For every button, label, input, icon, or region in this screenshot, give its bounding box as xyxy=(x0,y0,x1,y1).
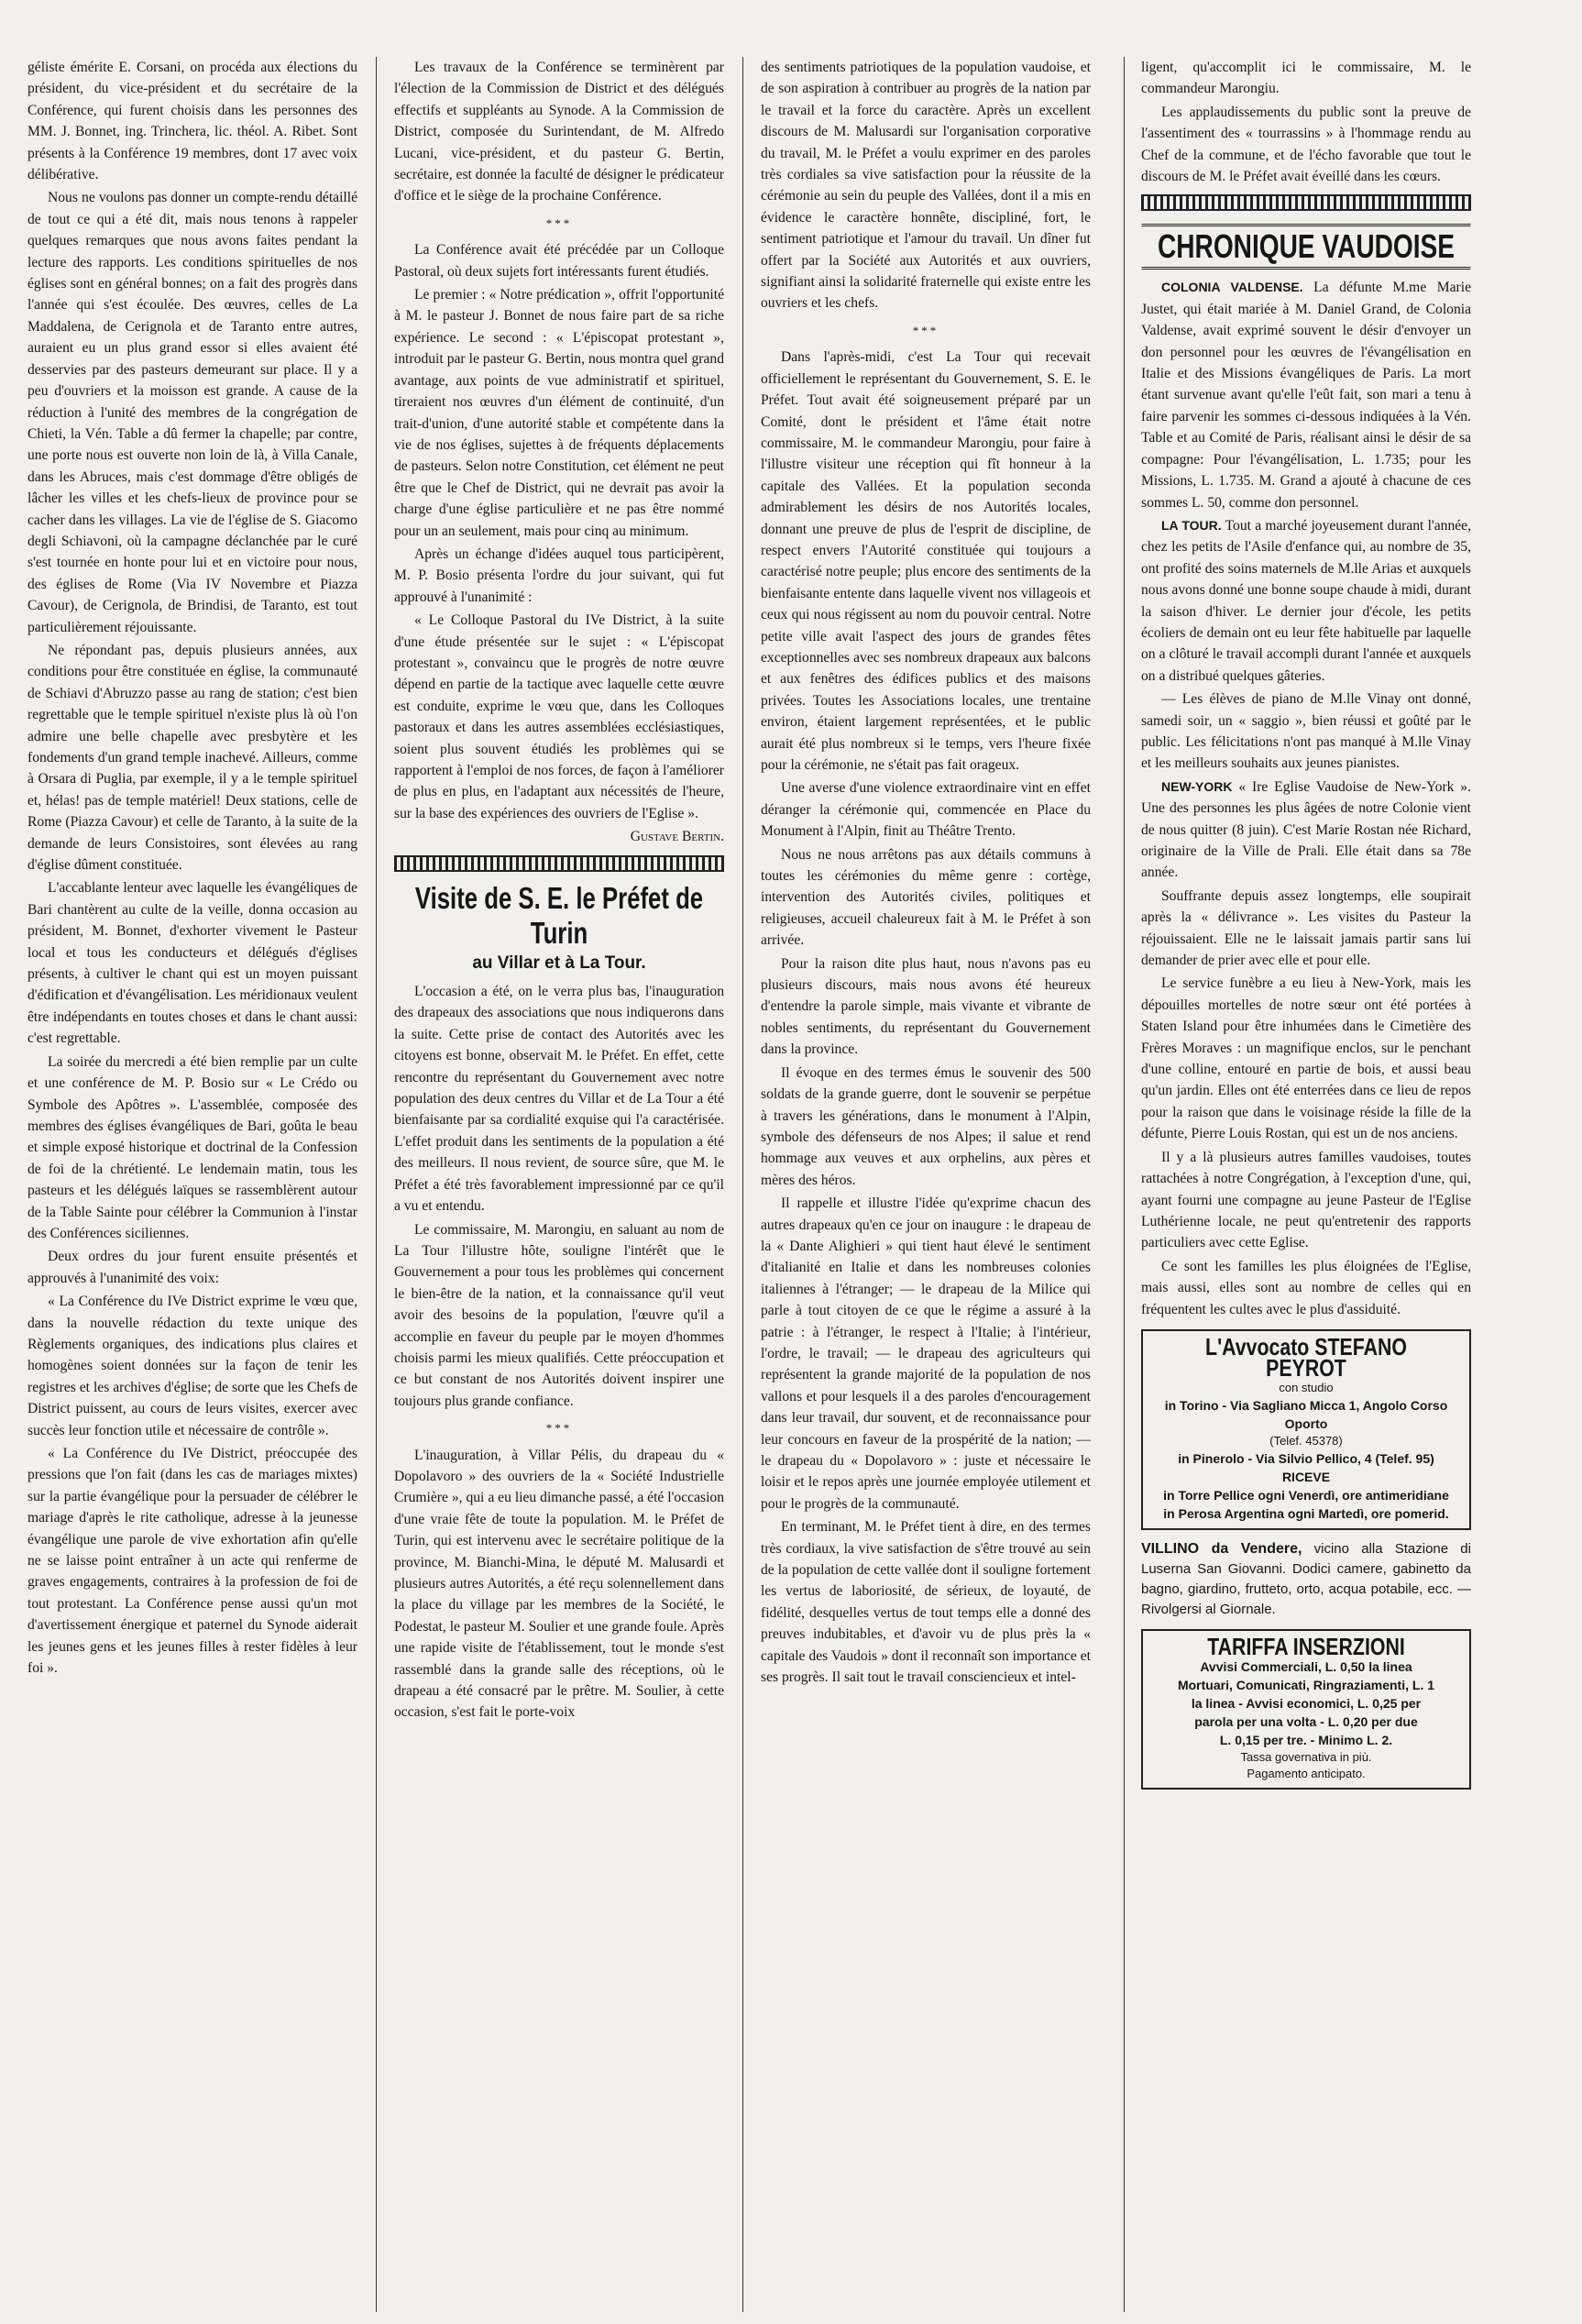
ad-line: Tassa governativa in più. xyxy=(1240,1750,1372,1765)
paragraph: Pour la raison dite plus haut, nous n'avons pas eu plusieurs discours, mais nous avons été heureux d'entendre la parole simple, mais vivante et vibrante de nobles sentiments, du représentant du Gouvernement dans la province. xyxy=(761,955,1091,1058)
chronique-text: Tout a marché joyeusement durant l'année, chez les petits de l'Asile d'enfance qui, au nombre de 35, ont profité des soins maternels de M.lle Arias et auxquels nous avons donné une bonne soupe chaude à midi, durant la saison d'hiver. Le dernier jour d'école, les petits écoliers de demain ont eu leur fête habituelle par laquelle on a clôturé le travail accompli durant l'année et auxquels on a distribué quelques gâteries. xyxy=(1141,517,1471,684)
section-separator: *** xyxy=(545,215,573,230)
chronique-title: CHRONIQUE VAUDOISE xyxy=(1142,224,1471,270)
chronique-text: « Ire Eglise Vaudoise de New-York ». Une des personnes les plus âgées de notre Colonie vient de nous quitter (8 juin). C'est Marie Rostan née Richard, originaire de la Ville de Prali. Elle était dans sa 78e année. xyxy=(1141,778,1471,881)
place-name: COLONIA VALDENSE. xyxy=(1161,280,1303,295)
chronique-text: Le service funèbre a eu lieu à New-York, mais les dépouilles mortelles de notre sœur ont été portées à Staten Island pour être inhumées dans le Cimetière des Frères Moraves : un magnifique enclos, sur le penchant d'une colline, entouré en partie de bois, et aussi beau qu'un jardin. Elles ont été enterrées dans ce lieu de repos pour la raison que dans le voisinage réside la fille de la défunte, Pierre Louis Rostan, qui est un de nos anciens. xyxy=(1141,975,1471,1142)
paragraph: Deux ordres du jour furent ensuite présentés et approuvés à l'unanimité des voix: xyxy=(27,1249,357,1286)
paragraph: La Conférence avait été précédée par un Colloque Pastoral, où deux sujets fort intéressants furent étudiés. xyxy=(394,242,724,280)
newspaper-page xyxy=(27,57,1471,2312)
chronique-item xyxy=(1141,688,1471,775)
paragraph: Une averse d'une violence extraordinaire vint en effet déranger la cérémonie qui, commencée en Place du Monument à l'Alpin, finit au Théâtre Trento. xyxy=(761,780,1091,840)
paragraph: Les applaudissements du public sont la preuve de l'assentiment des « tourrassins » à l'hommage rendu au Chef de la commune, et de l'écho favorable que tout le discours de M. le Préfet avait éveillé dans les cœurs. xyxy=(1141,104,1471,185)
paragraph: L'occasion a été, on le verra plus bas, l'inauguration des drapeaux des associations que nous indiquerons dans la suite. Cette prise de contact des Autorités avec les citoyens est bonne, observait M. le Préfet. En effet, cette rencontre du représentant du Gouvernement avec notre population des deux centres du Villar et de La Tour a été bienfaisante par sa cordialité exquise qui l'a caractérisée. L'effet produit dans les sentiments de la population a été des meilleurs. Il nous revient, de source sûre, que M. le Préfet a été très favorablement impressionné par ce qu'il a vu et entendu. xyxy=(394,984,724,1215)
ad-tariffa xyxy=(1141,1629,1471,1790)
column-2 xyxy=(394,57,724,2312)
paragraph: Le commissaire, M. Marongiu, en saluant au nom de La Tour l'illustre hôte, souligne l'intérêt que le Gouvernement a pour tous les problèmes qui concernent le bien-être de la nation, et la connaissance qu'il veut avoir des besoins de la population, l'œuvre qu'il a accomplie en faveur du peuple par le moyen d'hommes choisis parmi les mieux qualifiés. Cette préoccupation et ce but constant de nos Autorités doivent inspirer une toujours plus grande confiance. xyxy=(394,1221,724,1409)
place-name: NEW-YORK xyxy=(1161,778,1233,794)
ad-line: in Perosa Argentina ogni Martedì, ore pomerid. xyxy=(1163,1505,1449,1521)
paragraph: L'accablante lenteur avec laquelle les évangéliques de Bari chantèrent au culte de la veille, donna occasion au président, M. Bonnet, d'exhorter vivement le Pasteur local et tous les conducteurs et délégués d'églises présents, à cultiver le chant qui est un moyen puissant d'édification et d'évangélisation. Les méridionaux veulent être indépendants en toutes choses et dans le chant aussi: c'est regrettable. xyxy=(27,880,357,1047)
chronique-item xyxy=(1141,973,1471,1144)
paragraph: des sentiments patriotiques de la population vaudoise, et de son aspiration à contribuer au progrès de la nation par le travail et la force du caractère. Après un excellent discours de M. Malusardi sur l'organisation corporative du travail, M. le Préfet a voulu exprimer en des paroles très cordiales sa vive satisfaction pour la réussite de la cérémonie au sein du peuple des Vallées, dont il a mis en évidence le caractère honnête, discipliné, fort, le sentiment patriotique et l'amour du travail. Un dîner fut offert par la Société aux Autorités et aux ouvriers, signifiant ainsi la solidarité fraternelle qui existe entre les ouvriers et les chefs. xyxy=(761,60,1091,312)
chronique-text: Il y a là plusieurs autres familles vaudoises, toutes rattachées à notre Congrégation, à l'exception d'une, qui, ayant fourni une compagne au jeune Pasteur de l'Eglise Luthérienne locale, ne peut qu'entretenir des rapports particuliers avec cette Eglise. xyxy=(1141,1149,1471,1251)
ornamental-border xyxy=(1141,194,1471,211)
ad-line: in Torre Pellice ogni Venerdì, ore antimeridiane xyxy=(1163,1487,1449,1503)
article-subheadline: au Villar et à La Tour. xyxy=(472,953,646,973)
ad-title: L'Avvocato STEFANO PEYROT xyxy=(1205,1332,1407,1382)
paragraph: Le premier : « Notre prédication », offrit l'opportunité à M. le pasteur J. Bonnet de nous faire part de sa riche expérience. Le second : « L'épiscopat protestant », introduit par le pasteur G. Bertin, nous montra quel grand avantage, aux points de vue administratif et spirituel, tireraient nos œuvres d'un élément de continuité, d'un trait-d'union, d'une autorité stable et compétente dans la vie de nos églises, sujettes à de fréquents déplacements de pasteurs. Selon notre Constitution, cet élément ne peut être que le Chef de District, qui ne devrait pas avoir la charge d'une église particulière et ne pas être nommé pour un an seulement, mais pour cinq au minimum. xyxy=(394,287,724,539)
ad-line: parola per una volta - L. 0,20 per due xyxy=(1194,1714,1418,1730)
paragraph: « Le Colloque Pastoral du IVe District, à la suite d'une étude présentée sur le sujet : « L'épiscopat protestant », convaincu que le progrès de notre œuvre dépend en partie de la tactique avec laquelle cette œuvre est conduite, exprime le vœu que, dans les Colloques pastoraux et dans les autres assemblées ecclésiastiques, soient plus souvent étudiés les problèmes qui se rapportent à l'emploi de nos forces, de façon à l'améliorer de plus en plus, en l'adaptant aux nécessités de l'heure, sur la base des expériences des ouvriers de l'Eglise ». xyxy=(394,612,724,821)
chronique-text: Souffrante depuis assez longtemps, elle soupirait après la « délivrance ». Les visites du Pasteur la réjouissaient. Elle ne le laissait jamais partir sans lui demander de prier avec elle et pour elle. xyxy=(1141,887,1471,969)
ad-line: la linea - Avvisi economici, L. 0,25 per xyxy=(1191,1696,1422,1712)
section-separator: *** xyxy=(912,323,939,337)
paragraph: « La Conférence du IVe District, préoccupée des pressions que l'on fait (dans les cas de mariages mixtes) sur la partie évangélique pour la persuader de célébrer le mariage d'après le rite catholique, adresse à la jeunesse évangélique une parole de vive exhortation afin qu'elle ne se laisse point entraîner à un acte qui renferme de graves engagements, contraires à la profession de foi de tout protestant. La Conférence pense aussi qu'un mot d'avertissement énergique et paternel du Synode aiderait les jeunes gens et les jeunes filles à rester fidèles à leur foi ». xyxy=(27,1446,357,1677)
ad-text: vicino alla Stazione di Luserna San Giovanni. Dodici camere, gabinetto da bagno, giardino, frutteto, orto, acqua potabile, ecc. — Rivolgersi al Giornale. xyxy=(1141,1540,1471,1617)
ad-line: Avvisi Commerciali, L. 0,50 la linea xyxy=(1200,1659,1412,1675)
ad-title: TARIFFA INSERZIONI xyxy=(1207,1632,1405,1660)
paragraph: Il évoque en des termes émus le souvenir des 500 soldats de la grande guerre, dont le souvenir se perpétue à travers les générations, dans le monument à l'Alpin, symbole des défenseurs de nos Alpes; il salue et rend hommage aux veuves et aux orphelins, aux pères et mères des héros. xyxy=(761,1064,1091,1188)
column-3 xyxy=(761,57,1091,2312)
column-1 xyxy=(27,57,357,2312)
column-rule xyxy=(376,57,377,2312)
column-4 xyxy=(1141,57,1471,2312)
column-rule xyxy=(742,57,743,2312)
ad-line: Mortuari, Comunicati, Ringraziamenti, L. 1 xyxy=(1177,1678,1435,1693)
ad-line: L. 0,15 per tre. - Minimo L. 2. xyxy=(1219,1733,1393,1748)
paragraph: La soirée du mercredi a été bien remplie par un culte et une conférence de M. P. Bosio sur « Le Crédo ou Symbole des Apôtres ». L'assemblée, composée des membres des églises évangéliques de Bari, goûta le beau et simple exposé historique et doctrinal de la Confession de foi de la chrétienté. Le lendemain matin, tous les pasteurs et les délégués laïques se rassemblèrent autour de la Table Sainte pour célébrer la Communion à l'instar des Conférences siciliennes. xyxy=(27,1053,357,1241)
ad-line: Pagamento anticipato. xyxy=(1247,1767,1366,1781)
place-name: LA TOUR. xyxy=(1161,517,1222,533)
paragraph: Les travaux de la Conférence se terminèrent par l'élection de la Commission de District et des délégués effectifs et suppléants au Synode. A la Commission de District, composée du Surintendant, de M. Alfredo Lucani, vice-président, et du pasteur G. Bertin, secrétaire, est donnée la faculté de désigner le prédicateur d'office et le siège de la prochaine Conférence. xyxy=(394,60,724,204)
chronique-item xyxy=(1141,777,1471,884)
paragraph: ligent, qu'accomplit ici le commissaire, M. le commandeur Marongiu. xyxy=(1141,60,1471,97)
chronique-item xyxy=(1141,1256,1471,1320)
ornamental-border xyxy=(394,855,724,872)
paragraph: « La Conférence du IVe District exprime le vœu que, dans la nouvelle rédaction du texte unique des Règlements organiques, des indications plus claires et homogènes soient données sur la façon de tenir les registres et les archives d'église; de sorte que les Chefs de District puissent, au cours de leurs visites, exercer avec succès leur fonction utile et nécessaire de contrôle ». xyxy=(27,1294,357,1438)
ad-peyrot xyxy=(1141,1329,1471,1530)
chronique-text: Ce sont les familles les plus éloignées de l'Eglise, mais aussi, elles sont au nombre de celles qui en fréquentent les cultes avec le plus d'assiduité. xyxy=(1141,1258,1471,1317)
chronique-item xyxy=(1141,277,1471,512)
section-separator: *** xyxy=(545,1421,573,1436)
chronique-item xyxy=(1141,515,1471,687)
ad-line: in Torino - Via Sagliano Micca 1, Angolo Corso Oporto xyxy=(1164,1397,1448,1431)
chronique-item xyxy=(1141,1147,1471,1254)
paragraph: géliste émérite E. Corsani, on procéda aux élections du président, du vice-président et du secrétaire de la Conférence, qui furent choisis dans les personnes des MM. J. Bonnet, ing. Trinchera, lic. théol. A. Ribet. Sont présents à la Conférence 19 membres, dont 17 avec voix délibérative. xyxy=(27,60,357,183)
paragraph: En terminant, M. le Préfet tient à dire, en des termes très cordiaux, la vive satisfaction de s'être trouvé au sein de la population de cette vallée dont il souligne fortement les vertus de laboriosité, de sérieux, de loyauté, de fidélité, desquelles vertus de tout temps elle a donné des preuves indubitables, et d'avoir vu de plus près la « capitale des Vaudois » dont il reconnaît son importance et ses progrès. Il sait tout le travail consciencieux et intel- xyxy=(761,1519,1091,1686)
signature: Gustave Bertin. xyxy=(630,829,724,845)
chronique-item xyxy=(1141,886,1471,972)
paragraph: Nous ne voulons pas donner un compte-rendu détaillé de tout ce qui a été dit, mais nous tenons à rappeler quelques remarques que nous avons faites pendant la lecture des rapports. Les conditions spirituelles de nos églises sont en général bonnes; on a fait des progrès dans l'année qui s'est écoulée. Des œuvres, celles de La Maddalena, de Cerignola et de Taranto entre autres, auraient eu un plus grand essor si elles avaient été desservies par des pasteurs demeurant sur place. Il y a peu d'ouvriers et la moisson est grande. A cause de la réduction à l'unité des membres de la congrégation de Chieti, la Vén. Table a dû fermer la chapelle; par contre, une porte nous est ouverte non loin de là, à Villa Canale, dans les Abruces, mais c'est dommage d'être obligés de lâcher les villes et les chefs-lieux de province pour se cacher dans les villages. La vie de l'église de S. Giacomo degli Schiavoni, où la campagne déclanchée par le curé s'est tournée en honte pour lui et en victoire pour nous, des églises de Rome (Via IV Novembre et Piazza Cavour), de Cerignola, de Brindisi, de Taranto, est tout particulièrement réjouissante. xyxy=(27,190,357,635)
paragraph: Nous ne nous arrêtons pas aux détails communs à toutes les cérémonies du même genre : cortège, intervention des Autorités civiles, politiques et religieuses, accueil chaleureux fait à M. le Préfet à son arrivée. xyxy=(761,846,1091,949)
paragraph: Après un échange d'idées auquel tous participèrent, M. P. Bosio présenta l'ordre du jour suivant, qui fut approuvé à l'unanimité : xyxy=(394,545,724,605)
chronique-text: La défunte M.me Marie Justet, qui était mariée à M. Daniel Grand, de Colonia Valdense, avait exprimé souvent le désir d'envoyer un don personnel pour les œuvres de l'évangélisation en Italie et des Missions évangéliques de Paris. La mort étant survenue avant qu'elle l'eût fait, son mari a tenu à faire parvenir les sommes ci-dessous indiquées à la Vén. Table et au Comité de Paris, réalisant ainsi le désir de sa compagne: Pour l'évangélisation, L. 1.735; pour les Missions, L. 1.735. M. Grand a ajouté à chacune de ces sommes L. 50, comme don personnel. xyxy=(1141,280,1471,511)
paragraph: Il rappelle et illustre l'idée qu'exprime chacun des autres drapeaux qu'en ce jour on inaugure : le drapeau de la « Dante Alighieri » qui tient haut élevé le sentiment d'italianité en Italie et dans les nombreuses colonies italiennes à l'étranger; — le drapeau de la Milice qui parle à tout citoyen de ce que le régime a assuré à la patrie : à l'étranger, le respect à l'Italie; à l'intérieur, l'ordre, le travail; — le drapeau des agriculteurs qui représentent la grande majorité de la population de nos vallons et pour lesquels il a des paroles d'encouragement dans leur travail, dur souvent, et de reconnaissance pour leur concours en faveur de la prospérité de la nation; — le drapeau du « Dopolavoro » : juste et nécessaire le loisir et le repos après une journée employée utilement et pour le progrès de la communauté. xyxy=(761,1195,1091,1512)
article-headline: Visite de S. E. le Préfet de Turin xyxy=(414,880,704,950)
ad-title: VILLINO da Vendere, xyxy=(1141,1540,1302,1557)
paragraph: L'inauguration, à Villar Pélis, du drapeau du « Dopolavoro » des ouvriers de la « Société Industrielle Crumière », qui a eu lieu dimanche passé, a été l'occasion d'une vraie fête de toute la population. M. le Préfet de Turin, qui est intervenu avec le secrétaire politique de la province, M. Bianchi-Mina, le député M. Malusardi et plusieurs autres Autorités, a été reçu solennellement dans la place du village par les membres de la Société, le Podestat, le pasteur M. Soulier et une grande foule. Après une rapide visite de l'établissement, tout le monde s'est rassemblé dans la grande salle des réceptions, où le drapeau a été consacré par le prêtre. M. Soulier, à cette occasion, s'est fait le porte-voix xyxy=(394,1447,724,1721)
paragraph: Ne répondant pas, depuis plusieurs années, aux conditions pour être constituée en église, la communauté de Schiavi d'Abruzzo passe au rang de station; c'est bien regrettable que le temple spirituel n'existe plus là où l'on admire une belle chapelle avec presbytère et les fondements d'un grand temple inachevé. Ailleurs, comme à Orsara di Puglia, par exemple, il y a le temple spirituel et, hélas! pas de temple matériel! Deux stations, celle de Rome (Piazza Cavour) et celle de Taranto, à la suite de la demande de leurs Consistoires, sont élevées au rang d'église dûment constituée. xyxy=(27,642,357,874)
ad-line: (Telef. 45378) xyxy=(1269,1433,1343,1448)
ad-line: RICEVE xyxy=(1281,1469,1331,1484)
ad-villino xyxy=(1141,1539,1471,1620)
chronique-text: — Les élèves de piano de M.lle Vinay ont donné, samedi soir, un « saggio », bien réussi et goûté par le public. Les félicitations n'ont pas manqué à M.lle Vinay et les meilleurs souhaits aux jeunes pianistes. xyxy=(1141,691,1471,772)
paragraph: Dans l'après-midi, c'est La Tour qui recevait officiellement le représentant du Gouvernement, S. E. le Préfet. Tout avait été soigneusement préparé par un Comité, dont le président et l'âme était notre commissaire, M. le commandeur Marongiu, pour faire à l'illustre visiteur une réception qui fît honneur à la capitale des Vallées. Et la population seconda admirablement les désirs de nos Autorités locales, donnant une preuve de plus de l'esprit de discipline, de respect envers l'Autorité constituée qui toujours a caractérisé notre peuple; plus encore des sentiments de la bienfaisante entente dans laquelle vivent nos villageois et ceux qui nous régissent au nom du pouvoir central. Notre petite ville avait l'aspect des jours de grandes fêtes exceptionnelles avec ses nombreux drapeaux aux balcons et aux fenêtres des édifices publics et des maisons privées. Toutes les Associations locales, une trentaine environ, étaient largement représentées, et le public aurait été plus nombreux si le temps, vers l'heure fixée pour la cérémonie, ne s'était pas fait orageux. xyxy=(761,349,1091,773)
ad-line: con studio xyxy=(1279,1380,1334,1394)
column-rule xyxy=(1124,57,1125,2312)
ad-line: in Pinerolo - Via Silvio Pellico, 4 (Telef. 95) xyxy=(1178,1450,1434,1466)
